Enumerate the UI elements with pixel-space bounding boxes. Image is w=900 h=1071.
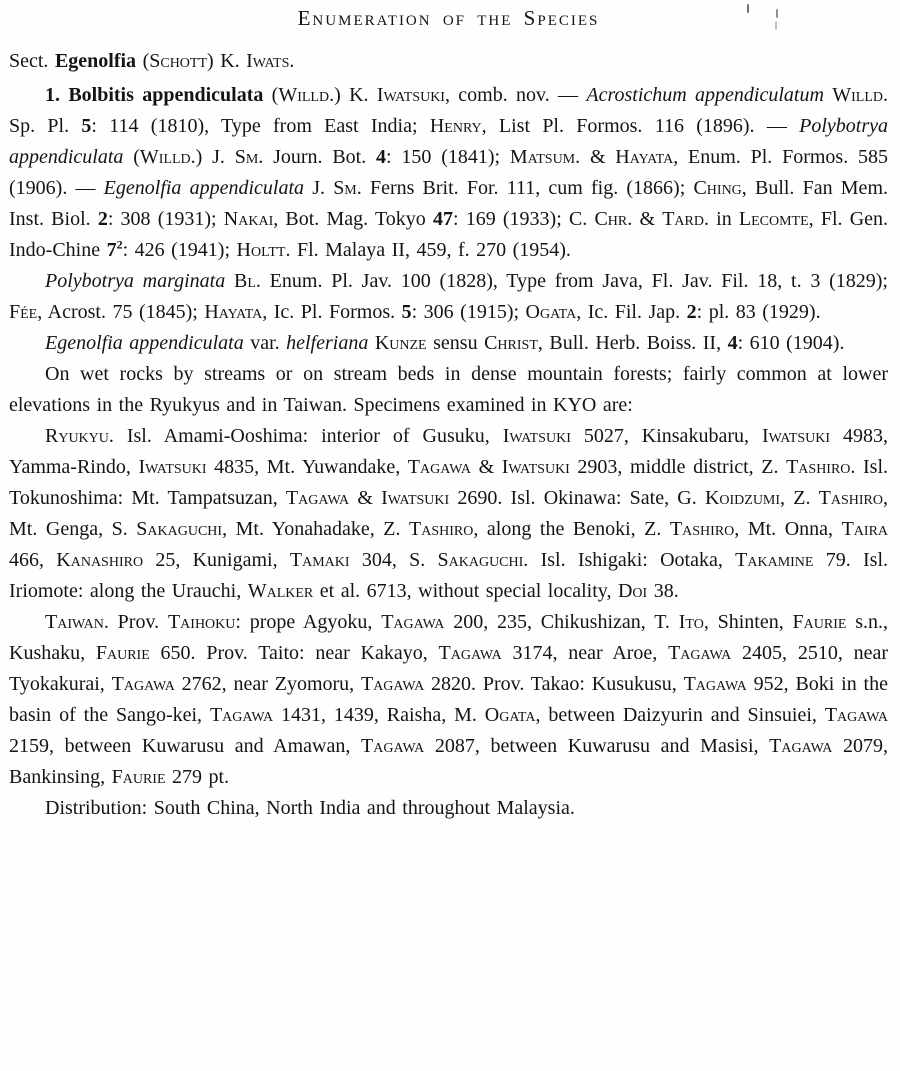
- text-segment: Sm.: [333, 177, 362, 199]
- text-segment: Polybotrya appendiculata: [9, 115, 889, 168]
- text-segment: Sm.: [234, 146, 264, 168]
- text-segment: : prope Agyoku,: [235, 611, 382, 633]
- text-segment: 4: [727, 332, 738, 354]
- text-segment: Holtt.: [236, 239, 291, 261]
- text-segment: Enum. Pl. Jav. 100 (1828), Type from Java, Fl. Jav. Fil. 18, t. 3 (1829);: [260, 270, 888, 292]
- text-segment: Tagawa: [209, 704, 274, 726]
- text-segment: : 114 (1810), Type from East India;: [91, 115, 430, 137]
- text-segment: 79. Isl. Iriomote: along the Urauchi,: [9, 549, 889, 602]
- text-segment: Ito: [678, 611, 704, 633]
- text-segment: Walker: [247, 580, 314, 602]
- text-segment: Schott: [149, 50, 208, 72]
- text-segment: Iwatsuki: [381, 487, 450, 509]
- text-segment: helferiana: [286, 332, 369, 354]
- text-segment: , Bot. Mag. Tokyo: [273, 208, 433, 230]
- text-segment: Lecomte: [738, 208, 809, 230]
- text-segment: ) K.: [334, 84, 377, 106]
- text-segment: , Mt. Yonahadake, Z.: [222, 518, 410, 540]
- text-segment: Ferns Brit. For. 111, cum fig. (1866);: [361, 177, 694, 199]
- text-segment: Henry: [429, 115, 482, 137]
- text-segment: Ogata: [484, 704, 536, 726]
- specimens-taiwan-paragraph: [9, 607, 888, 793]
- text-segment: Willd.: [278, 84, 335, 106]
- text-segment: J.: [304, 177, 334, 199]
- text-segment: Iwatsuki: [501, 456, 570, 478]
- text-segment: sensu: [426, 332, 485, 354]
- text-segment: Tagawa: [668, 642, 732, 664]
- text-segment: Tagawa: [683, 673, 747, 695]
- text-segment: Tamaki: [289, 549, 350, 571]
- distribution-paragraph: [9, 793, 888, 824]
- text-segment: Iwatsuki: [376, 84, 445, 106]
- text-segment: Ryukyu: [45, 425, 109, 447]
- text-segment: Tagawa: [111, 673, 175, 695]
- text-segment: Hayata: [204, 301, 263, 323]
- text-block: [9, 46, 888, 824]
- text-segment: Egenolfia appendiculata: [45, 332, 244, 354]
- text-segment: 5027, Kinsakubaru,: [570, 425, 762, 447]
- scan-artifact: [747, 4, 749, 13]
- text-segment: Tagawa: [381, 611, 445, 633]
- text-segment: 1431, 1439, Raisha, M.: [273, 704, 485, 726]
- text-segment: , Ic. Fil. Jap.: [576, 301, 687, 323]
- text-segment: , comb. nov. —: [444, 84, 587, 106]
- text-segment: Sect.: [9, 50, 55, 72]
- text-segment: Tagawa: [285, 487, 350, 509]
- text-segment: : 610 (1904).: [737, 332, 845, 354]
- text-segment: , Z.: [780, 487, 819, 509]
- text-segment: . Prov.: [103, 611, 168, 633]
- text-segment: 304, S.: [349, 549, 438, 571]
- text-segment: 279 pt.: [165, 766, 230, 788]
- text-segment: (: [263, 84, 279, 106]
- text-segment: 2: [97, 208, 108, 230]
- text-segment: : 308 (1931);: [107, 208, 224, 230]
- text-segment: 4835, Mt. Yuwandake,: [206, 456, 408, 478]
- synonym-polybotrya-marginata: [9, 266, 888, 328]
- text-segment: . Isl. Tokunoshima: Mt. Tampatsuzan,: [9, 456, 889, 509]
- text-segment: Taira: [841, 518, 889, 540]
- text-segment: Nakai: [223, 208, 274, 230]
- text-segment: 2820. Prov. Takao: Kusukusu,: [424, 673, 684, 695]
- text-segment: Tashiro: [786, 456, 851, 478]
- text-segment: Tagawa: [361, 735, 425, 757]
- text-segment: (: [136, 50, 150, 72]
- text-segment: Hayata: [615, 146, 674, 168]
- text-segment: Ching: [693, 177, 742, 199]
- text-segment: Iwats.: [246, 50, 295, 72]
- text-segment: : 306 (1915);: [411, 301, 526, 323]
- text-segment: 2087, between Kuwarusu and Masisi,: [424, 735, 770, 757]
- text-segment: &: [471, 456, 502, 478]
- text-segment: &: [632, 208, 663, 230]
- text-segment: 952, Boki in the basin of the Sango-kei,: [9, 673, 888, 726]
- text-segment: Kunze: [374, 332, 427, 354]
- text-segment: Sakaguchi: [136, 518, 223, 540]
- text-segment: Kanashiro: [56, 549, 144, 571]
- text-segment: Polybotrya marginata: [45, 270, 226, 292]
- text-segment: : 426 (1941);: [122, 239, 237, 261]
- text-segment: . Isl. Amami-Ooshima: interior of Gusuku,: [108, 425, 503, 447]
- text-segment: ) K.: [207, 50, 247, 72]
- text-segment: 2903, middle district, Z.: [569, 456, 787, 478]
- text-segment: var.: [243, 332, 287, 354]
- text-segment: : 169 (1933); C.: [452, 208, 595, 230]
- text-segment: Tashiro: [409, 518, 474, 540]
- text-segment: Iwatsuki: [761, 425, 831, 447]
- text-segment: Chr.: [594, 208, 633, 230]
- text-segment: Doi: [617, 580, 648, 602]
- text-segment: 2159, between Kuwarusu and Amawan,: [9, 735, 362, 757]
- text-segment: Egenolfia appendiculata: [103, 177, 305, 199]
- text-segment: Christ: [484, 332, 538, 354]
- text-segment: , Shinten,: [703, 611, 793, 633]
- text-segment: Distribution: South China, North India and throughout Malaysia.: [45, 797, 575, 819]
- text-segment: Tagawa: [824, 704, 889, 726]
- text-segment: On wet rocks by streams or on stream beds in dense mountain forests; fairly common at lower elevations in the Ryukyus and in Taiwan. Specimens examined in KYO are:: [9, 363, 888, 416]
- text-segment: : 150 (1841);: [386, 146, 510, 168]
- specimens-ryukyu-paragraph: [9, 421, 888, 607]
- text-segment: Koidzumi: [704, 487, 781, 509]
- text-segment: Taiwan: [45, 611, 104, 633]
- text-segment: 200, 235, Chikushizan, T.: [444, 611, 679, 633]
- text-segment: 1. Bolbitis appendiculata: [45, 84, 264, 106]
- text-segment: 466,: [9, 549, 57, 571]
- text-segment: 3174, near Aroe,: [501, 642, 669, 664]
- text-segment: 4983, Yamma-Rindo,: [9, 425, 889, 478]
- text-segment: Tagawa: [438, 642, 502, 664]
- text-segment: , Ic. Pl. Formos.: [262, 301, 402, 323]
- text-segment: Journ. Bot.: [263, 146, 377, 168]
- text-segment: Takamine: [735, 549, 814, 571]
- species-synonymy-paragraph: [9, 80, 888, 266]
- text-segment: , along the Benoki, Z.: [473, 518, 670, 540]
- text-segment: [225, 270, 234, 292]
- page-title: Enumeration of the Species: [297, 6, 600, 30]
- text-segment: 25, Kunigami,: [143, 549, 290, 571]
- text-segment: in: [708, 208, 739, 230]
- text-segment: 5: [401, 301, 412, 323]
- text-segment: 38.: [647, 580, 679, 602]
- text-segment: 4: [376, 146, 387, 168]
- text-segment: Taihoku: [167, 611, 236, 633]
- text-segment: 2: [116, 237, 123, 252]
- synonym-egenolfia-helferiana: [9, 328, 888, 359]
- text-segment: 2690. Isl. Okinawa: Sate, G.: [449, 487, 705, 509]
- text-segment: 2762, near Zyomoru,: [174, 673, 361, 695]
- text-segment: Tashiro: [818, 487, 883, 509]
- text-segment: : pl. 83 (1929).: [696, 301, 821, 323]
- text-segment: Faurie: [792, 611, 847, 633]
- text-segment: Iwatsuki: [502, 425, 571, 447]
- text-segment: , between Daizyurin and Sinsuiei,: [535, 704, 825, 726]
- section-heading: [9, 46, 888, 77]
- text-segment: Fl. Malaya II, 459, f. 270 (1954).: [290, 239, 571, 261]
- text-segment: , List Pl. Formos. 116 (1896). —: [481, 115, 800, 137]
- text-segment: ) J.: [195, 146, 235, 168]
- text-segment: . Isl. Ishigaki: Ootaka,: [523, 549, 736, 571]
- text-segment: 5: [81, 115, 92, 137]
- text-segment: , Acrost. 75 (1845);: [37, 301, 205, 323]
- text-segment: Egenolfia: [54, 50, 137, 72]
- text-segment: 7: [106, 239, 117, 261]
- text-segment: s.n., Kushaku,: [9, 611, 888, 664]
- text-segment: Acrostichum appendiculatum: [586, 84, 824, 106]
- text-segment: , Enum. Pl. Formos. 585 (1906). —: [9, 146, 889, 199]
- text-segment: Fée: [9, 301, 38, 323]
- text-segment: Faurie: [111, 766, 166, 788]
- text-segment: Tagawa: [407, 456, 471, 478]
- text-segment: , Mt. Onna,: [734, 518, 842, 540]
- text-segment: Willd.: [832, 84, 889, 106]
- text-segment: Faurie: [95, 642, 150, 664]
- text-segment: Ogata: [525, 301, 577, 323]
- text-segment: Matsum.: [509, 146, 581, 168]
- text-segment: Sakaguchi: [437, 549, 524, 571]
- text-segment: Tard.: [662, 208, 709, 230]
- text-segment: &: [349, 487, 382, 509]
- text-segment: Bl.: [234, 270, 261, 292]
- text-segment: Tagawa: [769, 735, 833, 757]
- text-segment: Tagawa: [360, 673, 425, 695]
- text-segment: &: [580, 146, 616, 168]
- text-segment: , Mt. Genga, S.: [9, 487, 888, 540]
- text-segment: 2: [686, 301, 697, 323]
- text-segment: et al. 6713, without special locality,: [313, 580, 618, 602]
- text-segment: 2405, 2510, near Tyokakurai,: [9, 642, 888, 695]
- text-segment: Iwatsuki: [138, 456, 207, 478]
- text-segment: Sp. Pl.: [9, 115, 82, 137]
- text-segment: 47: [432, 208, 453, 230]
- habitat-paragraph: [9, 359, 888, 421]
- text-segment: Willd.: [139, 146, 196, 168]
- text-segment: , Bull. Herb. Boiss. II,: [537, 332, 728, 354]
- text-segment: Tashiro: [669, 518, 735, 540]
- text-segment: , Fl. Gen. Indo-Chine: [9, 208, 889, 261]
- text-segment: , Bull. Fan Mem. Inst. Biol.: [9, 177, 888, 230]
- text-segment: 650. Prov. Taito: near Kakayo,: [149, 642, 439, 664]
- text-segment: (: [123, 146, 140, 168]
- text-segment: 2079, Bankinsing,: [9, 735, 889, 788]
